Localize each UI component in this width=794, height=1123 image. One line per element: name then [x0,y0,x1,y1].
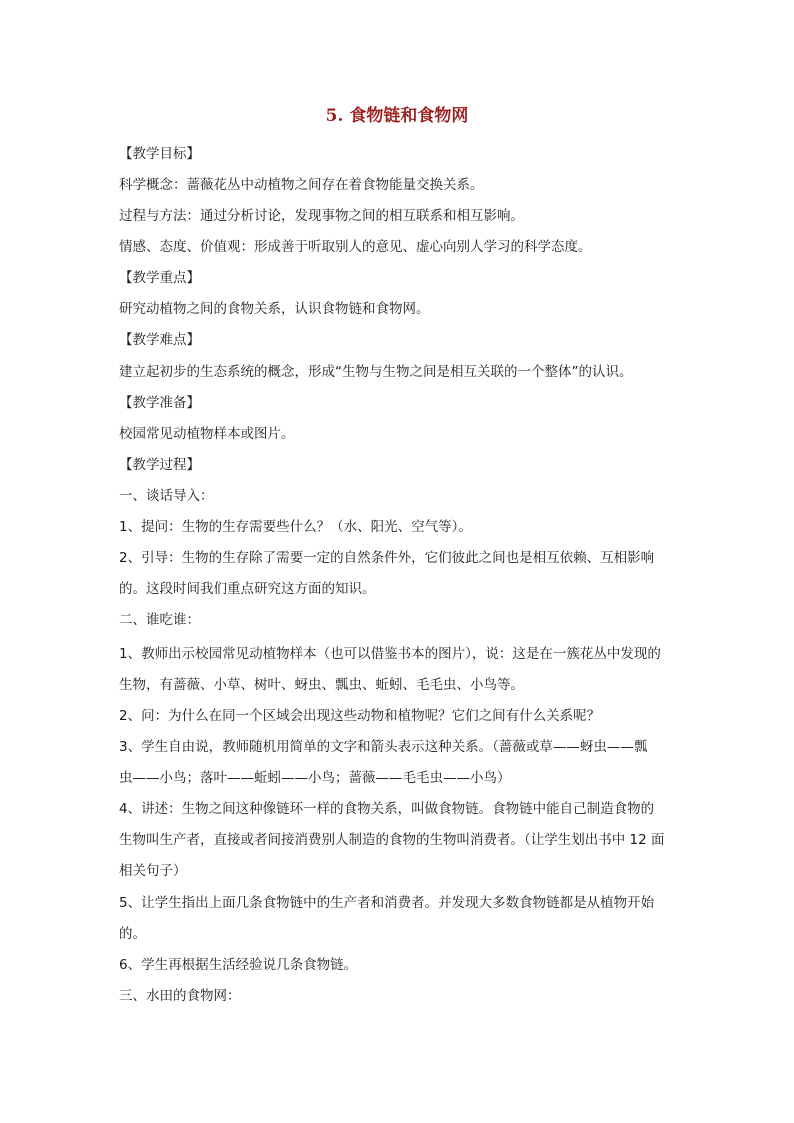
text-line: 科学概念：蔷薇花丛中动植物之间存在着食物能量交换关系。 [119,177,484,193]
text-line: 虫——小鸟；落叶——蚯蚓——小鸟；蔷薇——毛毛虫——小鸟） [119,770,511,786]
text-line: 相关句子） [119,863,187,879]
text-line: 情感、态度、价值观：形成善于听取别人的意见、虚心向别人学习的科学态度。 [119,239,592,255]
section-heading-process: 【教学过程】 [119,457,200,473]
text-line: 的。这段时间我们重点研究这方面的知识。 [119,581,376,597]
text-line: 校园常见动植物样本或图片。 [119,426,295,442]
text-line: 2、引导：生物的生存除了需要一定的自然条件外，它们彼此之间也是相互依赖、互相影响 [119,550,655,566]
text-line: 建立起初步的生态系统的概念，形成“生物与生物之间是相互关联的一个整体”的认识。 [119,364,633,380]
text-line: 1、教师出示校园常见动植物样本（也可以借鉴书本的图片），说：这是在一簇花丛中发现的 [119,646,661,662]
text-line: 3、学生自由说，教师随机用简单的文字和箭头表示这种关系。（蔷薇或草——蚜虫——瓢 [119,739,648,755]
text-line: 6、学生再根据生活经验说几条食物链。 [119,957,358,973]
subsection-heading: 二、谁吃谁： [119,612,200,628]
text-line: 5、让学生指出上面几条食物链中的生产者和消费者。并发现大多数食物链都是从植物开始 [119,895,655,911]
section-heading-preparation: 【教学准备】 [119,395,200,411]
subsection-heading: 一、谈话导入： [119,488,214,504]
text-line: 2、问：为什么在同一个区域会出现这些动物和植物呢？它们之间有什么关系呢？ [119,708,601,724]
text-line: 1、提问：生物的生存需要些什么？（水、阳光、空气等）。 [119,519,472,535]
text-line: 生物叫生产者，直接或者间接消费别人制造的食物的生物叫消费者。（让学生划出书中 12 面 [119,832,665,848]
section-heading-key-points: 【教学重点】 [119,270,200,286]
subsection-heading: 三、水田的食物网： [119,988,241,1004]
document-title: 5. 食物链和食物网 [325,106,469,126]
text-line: 研究动植物之间的食物关系，认识食物链和食物网。 [119,301,430,317]
text-line: 4、讲述：生物之间这种像链环一样的食物关系，叫做食物链。食物链中能自己制造食物的 [119,801,655,817]
text-line: 生物，有蔷薇、小草、树叶、蚜虫、瓢虫、蚯蚓、毛毛虫、小鸟等。 [119,677,524,693]
text-line: 过程与方法：通过分析讨论，发现事物之间的相互联系和相互影响。 [119,208,524,224]
text-line: 的。 [119,926,146,942]
section-heading-difficulties: 【教学难点】 [119,332,200,348]
section-heading-objectives: 【教学目标】 [119,146,200,162]
